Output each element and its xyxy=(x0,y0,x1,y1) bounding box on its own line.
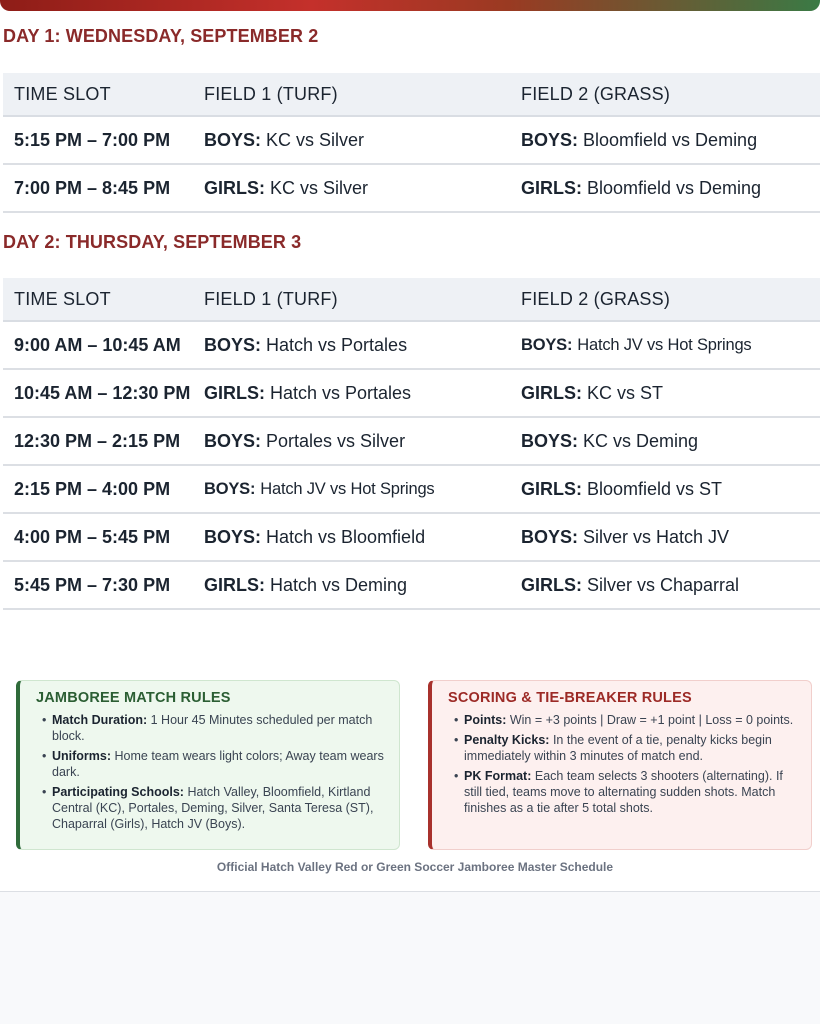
header-field-2: FIELD 2 (GRASS) xyxy=(521,83,671,104)
match-teams: Bloomfield vs ST xyxy=(587,478,723,499)
bullet-icon: • xyxy=(454,733,459,747)
table-row xyxy=(3,370,820,418)
field-2-match xyxy=(521,165,761,211)
rule-text: Each team selects 3 shooters (alternating). If still tied, teams move to alternating sudden shots. Match finishes as a tie after 5 total shots. xyxy=(464,769,783,815)
table-row xyxy=(3,117,820,165)
rule-item xyxy=(36,748,385,780)
day-1-title: DAY 1: WEDNESDAY, SEPTEMBER 2 xyxy=(3,26,319,46)
match-teams: KC vs Silver xyxy=(266,129,365,150)
gender-label: BOYS: xyxy=(204,479,256,498)
field-1-match xyxy=(204,466,434,512)
match-teams: Hatch vs Portales xyxy=(266,334,408,355)
match-teams: Portales vs Silver xyxy=(266,430,406,451)
bullet-icon: • xyxy=(42,785,47,799)
rule-key: Match Duration: xyxy=(52,713,148,727)
bullet-icon: • xyxy=(42,713,47,727)
match-teams: Hatch vs Portales xyxy=(270,382,412,403)
header-field-1: FIELD 1 (TURF) xyxy=(204,288,338,309)
field-2-match xyxy=(521,117,757,163)
match-teams: Hatch JV vs Hot Springs xyxy=(260,479,435,498)
scoring-rules-list xyxy=(448,712,797,816)
rule-text: Home team wears light colors; Away team wears dark. xyxy=(52,749,384,779)
match-teams: Silver vs Hatch JV xyxy=(583,526,730,547)
field-1-match xyxy=(204,370,411,416)
top-color-stripe xyxy=(0,0,820,11)
field-1-match xyxy=(204,165,368,211)
match-rules-list xyxy=(36,712,385,832)
rule-text: Win = +3 points | Draw = +1 point | Loss = 0 points. xyxy=(509,713,794,727)
match-teams: Hatch JV vs Hot Springs xyxy=(577,335,752,354)
match-teams: Hatch vs Bloomfield xyxy=(266,526,426,547)
time-slot: 2:15 PM – 4:00 PM xyxy=(14,478,171,499)
table-row xyxy=(3,514,820,562)
field-2-match xyxy=(521,466,722,512)
field-2-match xyxy=(521,418,698,464)
match-teams: KC vs Silver xyxy=(270,177,369,198)
gender-label: GIRLS: xyxy=(204,382,265,403)
gender-label: BOYS: xyxy=(521,526,579,547)
rule-text: Hatch Valley, Bloomfield, Kirtland Central (KC), Portales, Deming, Silver, Santa Teresa (ST), Chaparral (Girls), Hatch JV (Boys). xyxy=(52,785,374,831)
match-teams: Bloomfield vs Deming xyxy=(583,129,758,150)
gender-label: BOYS: xyxy=(204,129,262,150)
header-time-slot: TIME SLOT xyxy=(14,83,111,104)
gender-label: BOYS: xyxy=(204,430,262,451)
gender-label: BOYS: xyxy=(204,526,262,547)
gender-label: GIRLS: xyxy=(204,177,265,198)
rule-text: 1 Hour 45 Minutes scheduled per match block. xyxy=(52,713,373,743)
table-row xyxy=(3,418,820,466)
rule-item xyxy=(448,732,797,764)
rule-item xyxy=(448,768,797,816)
rule-text: In the event of a tie, penalty kicks begin immediately within 3 minutes of match end. xyxy=(464,733,772,763)
rule-item xyxy=(448,712,797,728)
bullet-icon: • xyxy=(42,749,47,763)
time-slot: 7:00 PM – 8:45 PM xyxy=(14,177,171,198)
rule-key: PK Format: xyxy=(464,769,532,783)
field-2-match xyxy=(521,514,729,560)
table-header xyxy=(3,278,820,322)
field-1-match xyxy=(204,322,407,368)
match-teams: KC vs Deming xyxy=(583,430,699,451)
time-slot: 5:45 PM – 7:30 PM xyxy=(14,574,171,595)
time-slot: 4:00 PM – 5:45 PM xyxy=(14,526,171,547)
field-2-match xyxy=(521,322,751,368)
footer-note: Official Hatch Valley Red or Green Soccer Jamboree Master Schedule xyxy=(216,860,614,874)
field-2-match xyxy=(521,370,663,416)
gender-label: BOYS: xyxy=(521,129,579,150)
time-slot: 12:30 PM – 2:15 PM xyxy=(14,430,181,451)
gender-label: GIRLS: xyxy=(204,574,265,595)
gender-label: GIRLS: xyxy=(521,478,582,499)
time-slot: 5:15 PM – 7:00 PM xyxy=(14,129,171,150)
field-1-match xyxy=(204,117,364,163)
gender-label: GIRLS: xyxy=(521,574,582,595)
field-1-match xyxy=(204,562,407,608)
day-2-title: DAY 2: THURSDAY, SEPTEMBER 3 xyxy=(3,232,302,252)
bullet-icon: • xyxy=(454,769,459,783)
match-teams: Bloomfield vs Deming xyxy=(587,177,762,198)
table-row xyxy=(3,165,820,213)
rule-item xyxy=(36,712,385,744)
header-field-2: FIELD 2 (GRASS) xyxy=(521,288,671,309)
day-2-schedule-table xyxy=(3,278,820,610)
gender-label: BOYS: xyxy=(204,334,262,355)
match-teams: KC vs ST xyxy=(587,382,664,403)
table-row xyxy=(3,466,820,514)
scoring-rules-box xyxy=(428,680,812,850)
table-header xyxy=(3,73,820,117)
header-time-slot: TIME SLOT xyxy=(14,288,111,309)
rule-key: Points: xyxy=(464,713,507,727)
header-field-1: FIELD 1 (TURF) xyxy=(204,83,338,104)
bullet-icon: • xyxy=(454,713,459,727)
field-1-match xyxy=(204,514,425,560)
day-1-schedule-table xyxy=(3,73,820,213)
time-slot: 9:00 AM – 10:45 AM xyxy=(14,334,181,355)
gender-label: GIRLS: xyxy=(521,177,582,198)
match-rules-title: JAMBOREE MATCH RULES xyxy=(36,690,231,706)
gender-label: BOYS: xyxy=(521,335,573,354)
table-row xyxy=(3,322,820,370)
rule-key: Uniforms: xyxy=(52,749,112,763)
rule-key: Penalty Kicks: xyxy=(464,733,550,747)
rule-item xyxy=(36,784,385,832)
rule-key: Participating Schools: xyxy=(52,785,184,799)
match-rules-box xyxy=(16,680,400,850)
gender-label: BOYS: xyxy=(521,430,579,451)
table-row xyxy=(3,562,820,610)
field-2-match xyxy=(521,562,739,608)
time-slot: 10:45 AM – 12:30 PM xyxy=(14,382,191,403)
gender-label: GIRLS: xyxy=(521,382,582,403)
match-teams: Silver vs Chaparral xyxy=(587,574,740,595)
scoring-rules-title: SCORING & TIE-BREAKER RULES xyxy=(448,690,692,706)
field-1-match xyxy=(204,418,405,464)
match-teams: Hatch vs Deming xyxy=(270,574,408,595)
